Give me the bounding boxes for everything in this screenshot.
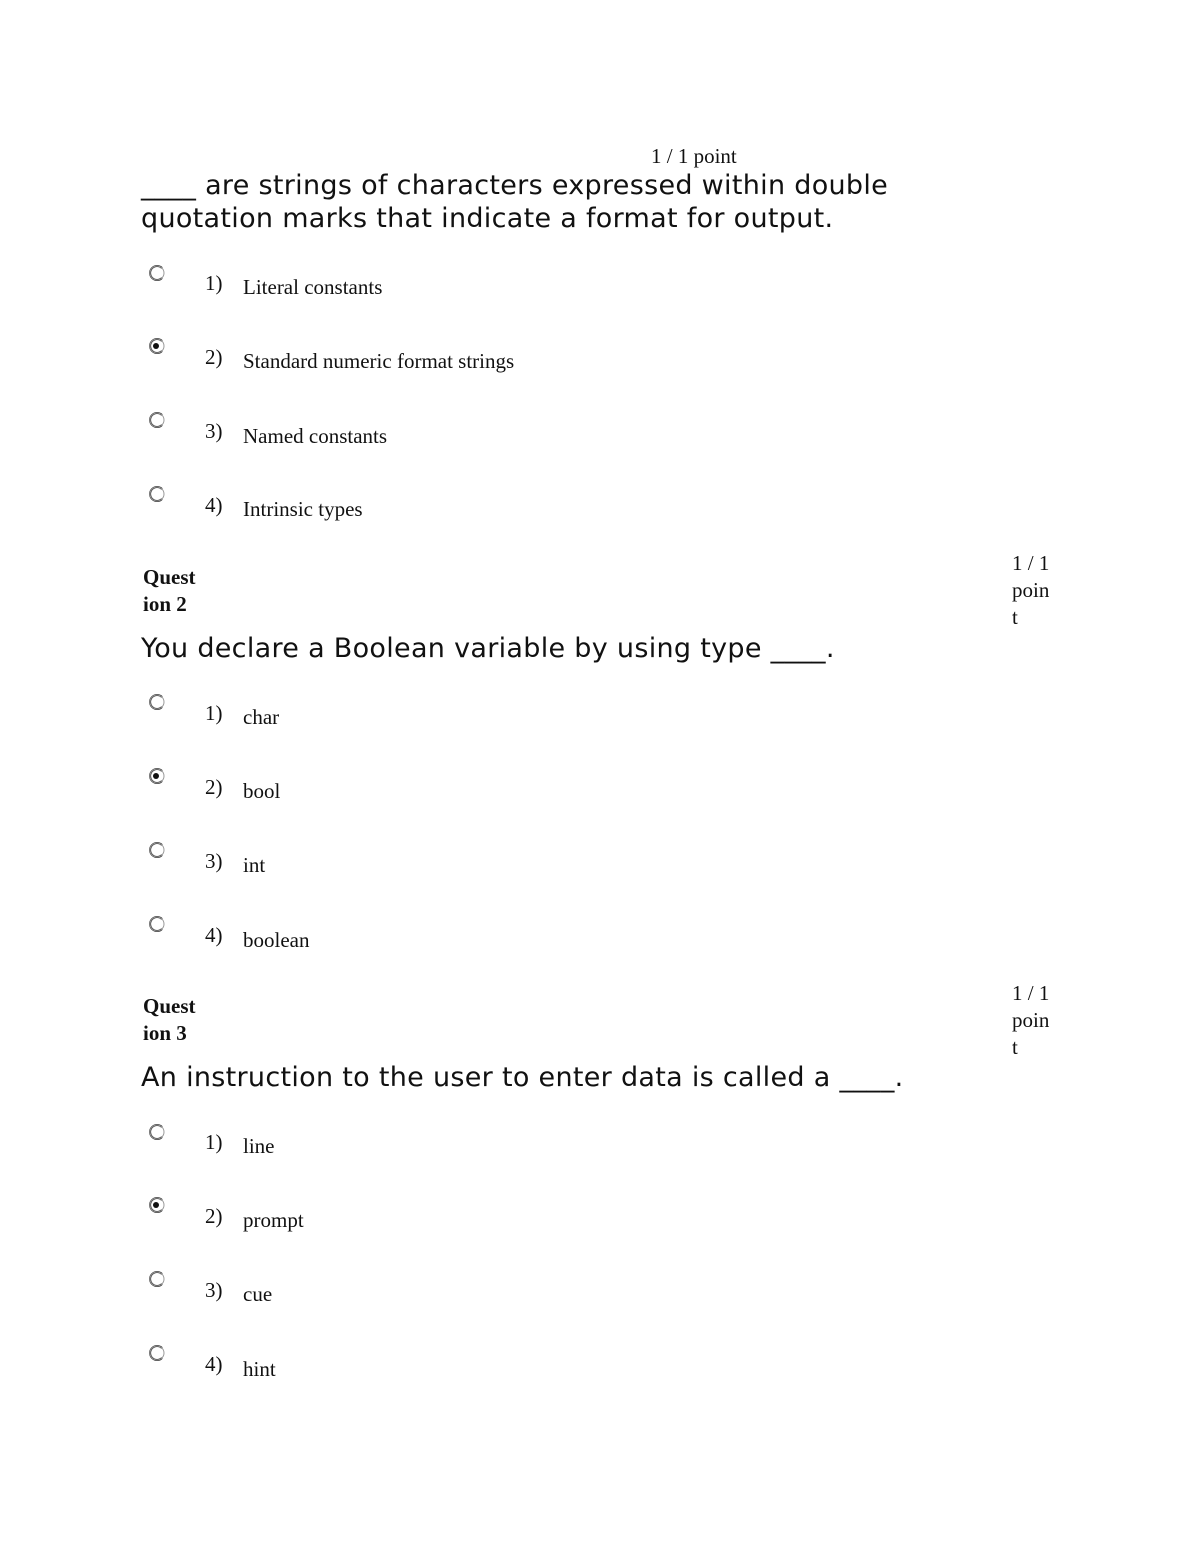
option-label-q2-3: int <box>243 853 266 877</box>
radio-button-q2-opt4[interactable] <box>147 914 167 934</box>
option-number-q1-3: 3) <box>205 419 223 443</box>
option-number-q2-1: 1) <box>205 701 223 725</box>
radio-button-q1-opt2-selected[interactable] <box>147 336 167 356</box>
radio-button-q3-opt3[interactable] <box>147 1269 167 1289</box>
radio-button-q2-opt1[interactable] <box>147 692 167 712</box>
radio-button-q2-opt2-selected[interactable] <box>147 766 167 786</box>
option-label-q1-3: Named constants <box>243 424 388 448</box>
question-text-q2: You declare a Boolean variable by using type ____. <box>141 633 835 664</box>
option-number-q3-4: 4) <box>205 1352 223 1376</box>
option-label-q2-2: bool <box>243 779 281 803</box>
radio-button-q1-opt1[interactable] <box>147 263 167 283</box>
option-label-q3-3: cue <box>243 1282 273 1306</box>
option-number-q1-4: 4) <box>205 493 223 517</box>
option-number-q1-2: 2) <box>205 345 223 369</box>
option-number-q1-1: 1) <box>205 271 223 295</box>
option-number-q3-3: 3) <box>205 1278 223 1302</box>
option-label-q2-1: char <box>243 705 280 729</box>
option-number-q2-2: 2) <box>205 775 223 799</box>
radio-button-q3-opt4[interactable] <box>147 1343 167 1363</box>
option-label-q2-4: boolean <box>243 928 310 952</box>
radio-button-q2-opt3[interactable] <box>147 840 167 860</box>
option-label-q1-2: Standard numeric format strings <box>243 349 515 373</box>
option-label-q3-4: hint <box>243 1357 276 1381</box>
option-label-q1-4: Intrinsic types <box>243 497 363 521</box>
option-number-q2-3: 3) <box>205 849 223 873</box>
question-label-q3: Quest ion 3 <box>143 994 196 1045</box>
points-q3: 1 / 1 poin t <box>1012 981 1050 1059</box>
points-q2: 1 / 1 poin t <box>1012 551 1050 629</box>
radio-button-q3-opt1[interactable] <box>147 1122 167 1142</box>
radio-button-q1-opt3[interactable] <box>147 410 167 430</box>
question-text-q1: ____ are strings of characters expressed within double quotation marks that indicate a format for output. <box>141 170 889 234</box>
question-text-q3: An instruction to the user to enter data is called a ____. <box>141 1062 904 1093</box>
radio-button-q3-opt2-selected[interactable] <box>147 1195 167 1215</box>
option-label-q1-1: Literal constants <box>243 275 383 299</box>
option-label-q3-1: line <box>243 1134 275 1158</box>
option-label-q3-2: prompt <box>243 1208 304 1232</box>
question-label-q2: Quest ion 2 <box>143 565 196 616</box>
option-number-q3-1: 1) <box>205 1130 223 1154</box>
option-number-q2-4: 4) <box>205 923 223 947</box>
points-q1: 1 / 1 point <box>651 144 737 168</box>
radio-button-q1-opt4[interactable] <box>147 484 167 504</box>
option-number-q3-2: 2) <box>205 1204 223 1228</box>
